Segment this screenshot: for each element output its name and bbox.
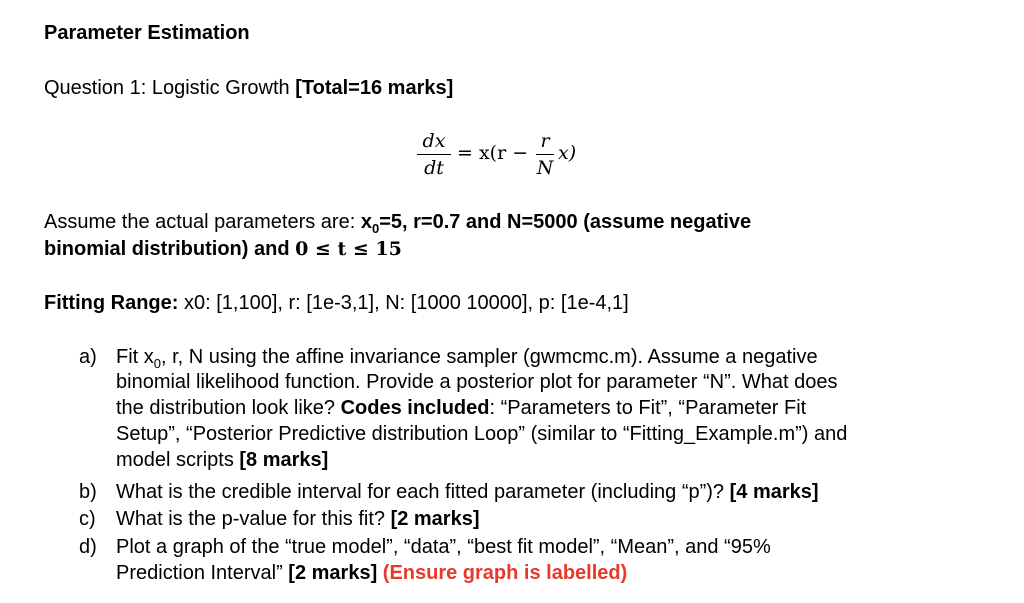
rate-numerator: r xyxy=(540,130,550,152)
item-a-text: : “Parameters to Fit”, “Parameter Fit xyxy=(489,397,807,419)
rate-denominator: N xyxy=(536,157,554,179)
codes-included-label: Codes included xyxy=(340,397,490,419)
fraction-bar xyxy=(417,154,451,155)
fitting-range xyxy=(44,291,629,315)
assumption-distribution: binomial distribution) and xyxy=(44,238,296,260)
fitting-range-label: Fitting Range: xyxy=(44,292,179,314)
assumption-line-2 xyxy=(44,237,402,261)
fraction-bar xyxy=(536,154,554,155)
derivative-denominator: dt xyxy=(424,157,444,179)
item-a-text: , r, N using the affine invariance sampler (gwmcmc.m). Assume a negative xyxy=(161,346,818,368)
assumption-x0: x xyxy=(360,211,372,233)
item-a-marks: [8 marks] xyxy=(239,449,329,471)
item-c-line xyxy=(116,507,480,532)
item-d-text: Prediction Interval” xyxy=(116,562,289,584)
question-total-marks: [Total=16 marks] xyxy=(295,77,454,99)
derivative-fraction xyxy=(417,130,451,179)
item-a-text: the distribution look like? xyxy=(116,397,341,419)
item-a-label: a) xyxy=(79,346,97,368)
item-a-text: Fit x xyxy=(116,346,154,368)
item-d-line-2 xyxy=(116,561,627,586)
derivative-numerator: dx xyxy=(422,130,446,152)
item-c-marks: [2 marks] xyxy=(390,508,480,530)
item-a-line-4: Setup”, “Posterior Predictive distribution Loop” (similar to “Fitting_Example.m”) and xyxy=(116,423,848,445)
fitting-range-values: x0: [1,100], r: [1e-3,1], N: [1000 10000], p: [1e-4,1] xyxy=(178,292,629,314)
item-d-line-1: Plot a graph of the “true model”, “data”, “best fit model”, “Mean”, and “95% xyxy=(116,536,771,558)
item-b-line xyxy=(116,480,819,505)
logistic-equation xyxy=(415,130,615,190)
item-c-label: c) xyxy=(79,508,96,530)
item-a-sub: 0 xyxy=(153,356,162,371)
assumption-x0-sub: 0 xyxy=(371,221,380,236)
item-d-marks: [2 marks] xyxy=(288,562,378,584)
item-b-text: What is the credible interval for each fitted parameter (including “p”)? xyxy=(116,481,730,503)
item-a-line-5 xyxy=(116,448,328,473)
item-a-text: model scripts xyxy=(116,449,240,471)
question-heading xyxy=(44,76,453,100)
page-title: Parameter Estimation xyxy=(44,22,250,44)
item-a-line-2: binomial likelihood function. Provide a posterior plot for parameter “N”. What does xyxy=(116,371,838,393)
question-title: Question 1: Logistic Growth xyxy=(44,77,296,99)
assumption-values: =5, r=0.7 and N=5000 (assume negative xyxy=(379,211,752,233)
item-c-text: What is the p-value for this fit? xyxy=(116,508,391,530)
equation-middle: = x(r − xyxy=(457,142,529,164)
graph-label-warning: (Ensure graph is labelled) xyxy=(377,562,628,584)
time-range: 0 ≤ t ≤ 15 xyxy=(295,238,402,260)
assumption-lead: Assume the actual parameters are: xyxy=(44,211,361,233)
item-b-marks: [4 marks] xyxy=(729,481,819,503)
item-a-line-3 xyxy=(116,396,806,421)
item-b-label: b) xyxy=(79,481,97,503)
rate-fraction xyxy=(536,130,554,179)
item-d-label: d) xyxy=(79,536,97,558)
equation-tail: x) xyxy=(558,142,577,164)
